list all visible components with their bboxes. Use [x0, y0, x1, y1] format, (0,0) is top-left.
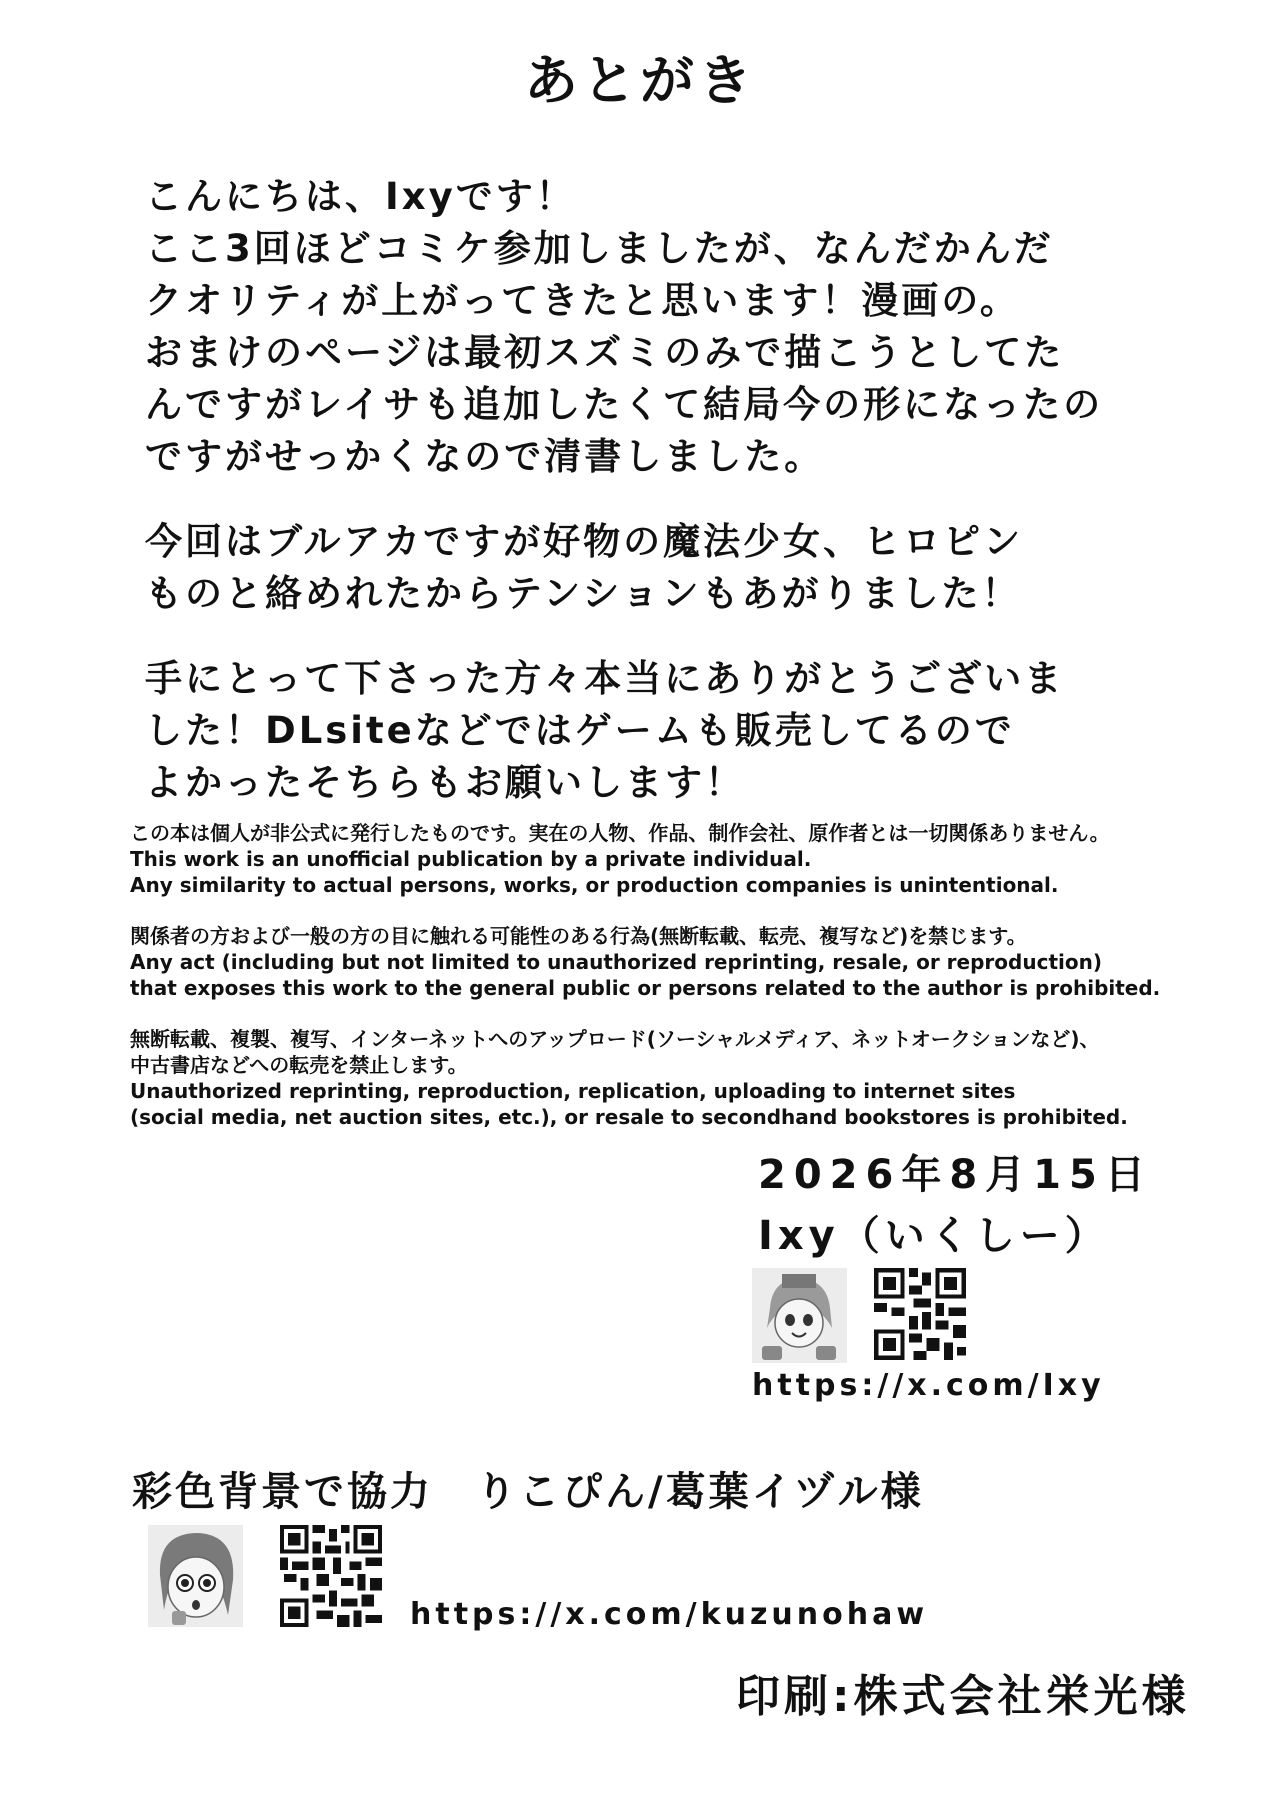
- notice-line: that exposes this work to the general public or persons related to the author is prohibited.: [130, 976, 1161, 1000]
- printer-credit: 印刷:株式会社栄光様: [736, 1671, 1190, 1722]
- notice-line: Unauthorized reprinting, reproduction, replication, uploading to internet sites: [130, 1079, 1016, 1103]
- author-name: Ixy（いくしー）: [758, 1213, 1110, 1259]
- message-line: ですがせっかくなので清書しました。: [145, 435, 825, 478]
- page-title: あとがき: [524, 49, 756, 112]
- message-line: 手にとって下さった方々本当にありがとうございま: [145, 657, 1065, 700]
- author-qr-code: [874, 1268, 966, 1360]
- notice-line: 中古書店などへの転売を禁止します。: [130, 1053, 468, 1077]
- notice-line: この本は個人が非公式に発行したものです。実在の人物、作品、制作会社、原作者とは一切関係ありません。: [130, 821, 1110, 845]
- collaborator-credit: 彩色背景で協力 りこぴん/葛葉イヅル様: [132, 1469, 924, 1515]
- message-line: した！DLsiteなどではゲームも販売してるので: [145, 709, 1015, 752]
- notice-line: This work is an unofficial publication by a private individual.: [130, 847, 812, 871]
- author-link[interactable]: https://x.com/Ixy: [752, 1368, 1105, 1403]
- notice-line: 関係者の方および一般の方の目に触れる可能性のある行為(無断転載、転売、複写など)を禁じます。: [130, 924, 1027, 948]
- message-line: こんにちは、Ixyです！: [145, 175, 576, 218]
- publication-date: 2026年8月15日: [758, 1152, 1153, 1198]
- notice-line: (social media, net auction sites, etc.), or resale to secondhand bookstores is prohibited.: [130, 1105, 1128, 1129]
- collaborator-avatar: [148, 1525, 243, 1627]
- notice-line: 無断転載、複製、複写、インターネットへのアップロード(ソーシャルメディア、ネットオークションなど)、: [130, 1027, 1100, 1051]
- notice-line: Any similarity to actual persons, works, or production companies is unintentional.: [130, 873, 1059, 897]
- author-avatar: [752, 1268, 847, 1363]
- collaborator-qr-code: [280, 1525, 382, 1627]
- message-line: クオリティが上がってきたと思います！漫画の。: [145, 279, 1020, 322]
- message-line: 今回はブルアカですが好物の魔法少女、ヒロピン: [145, 520, 1024, 563]
- message-line: よかったそちらもお願いします！: [145, 761, 745, 804]
- message-line: おまけのページは最初スズミのみで描こうとしてた: [145, 331, 1065, 374]
- message-line: んですがレイサも追加したくて結局今の形になったの: [145, 383, 1104, 426]
- notice-line: Any act (including but not limited to unauthorized reprinting, resale, or reproduction): [130, 950, 1102, 974]
- message-line: ここ3回ほどコミケ参加しましたが、なんだかんだ: [145, 227, 1054, 270]
- collaborator-link[interactable]: https://x.com/kuzunohaw: [410, 1597, 929, 1632]
- message-line: ものと絡めれたからテンションもあがりました！: [145, 572, 1022, 615]
